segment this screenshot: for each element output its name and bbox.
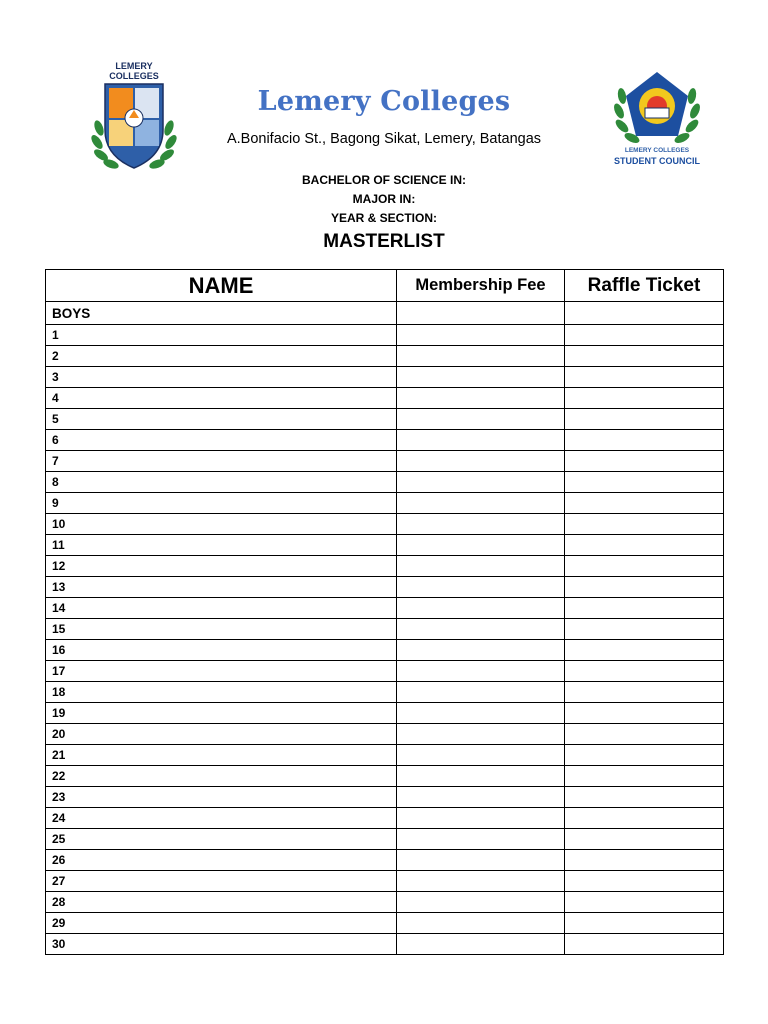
table-row	[46, 682, 724, 703]
membership-fee-cell[interactable]	[397, 556, 565, 577]
masterlist-table	[45, 269, 724, 955]
section-line: YEAR & SECTION:	[330, 211, 437, 225]
row-number-name-cell[interactable]: 10	[46, 514, 397, 535]
membership-fee-cell[interactable]	[397, 302, 565, 325]
membership-fee-cell[interactable]	[397, 598, 565, 619]
membership-fee-cell[interactable]	[397, 829, 565, 850]
raffle-ticket-cell[interactable]	[565, 766, 724, 787]
table-row	[46, 514, 724, 535]
table-row	[46, 850, 724, 871]
table-row	[46, 388, 724, 409]
membership-fee-cell[interactable]	[397, 514, 565, 535]
row-number-name-cell[interactable]: 6	[46, 430, 397, 451]
table-row	[46, 892, 724, 913]
table-row	[46, 934, 724, 955]
raffle-ticket-cell[interactable]	[565, 388, 724, 409]
membership-fee-cell[interactable]	[397, 892, 565, 913]
row-number-name-cell[interactable]: 23	[46, 787, 397, 808]
membership-fee-cell[interactable]	[397, 409, 565, 430]
table-header-row	[46, 270, 724, 302]
row-number-name-cell[interactable]: 22	[46, 766, 397, 787]
table-row	[46, 598, 724, 619]
row-number-name-cell[interactable]: 17	[46, 661, 397, 682]
raffle-ticket-cell[interactable]	[565, 913, 724, 934]
raffle-ticket-cell[interactable]	[565, 346, 724, 367]
group-label: BOYS	[46, 302, 397, 325]
row-number-name-cell[interactable]: 20	[46, 724, 397, 745]
row-number-name-cell[interactable]: 19	[46, 703, 397, 724]
table-row	[46, 535, 724, 556]
membership-fee-cell[interactable]	[397, 787, 565, 808]
membership-fee-cell[interactable]	[397, 682, 565, 703]
raffle-ticket-cell[interactable]	[565, 871, 724, 892]
membership-fee-cell[interactable]	[397, 871, 565, 892]
membership-fee-cell[interactable]	[397, 493, 565, 514]
raffle-ticket-cell[interactable]	[565, 367, 724, 388]
membership-fee-cell[interactable]	[397, 913, 565, 934]
membership-fee-cell[interactable]	[397, 724, 565, 745]
membership-fee-cell[interactable]	[397, 766, 565, 787]
membership-fee-cell[interactable]	[397, 850, 565, 871]
svg-text:LEMERY: LEMERY	[115, 61, 153, 71]
membership-fee-cell[interactable]	[397, 325, 565, 346]
raffle-ticket-cell[interactable]	[565, 598, 724, 619]
table-row	[46, 745, 724, 766]
row-number-name-cell[interactable]: 7	[46, 451, 397, 472]
raffle-ticket-cell[interactable]	[565, 577, 724, 598]
membership-fee-cell[interactable]	[397, 640, 565, 661]
raffle-ticket-cell[interactable]	[565, 619, 724, 640]
membership-fee-cell[interactable]	[397, 934, 565, 955]
raffle-ticket-cell[interactable]	[565, 787, 724, 808]
table-row	[46, 913, 724, 934]
membership-fee-cell[interactable]	[397, 535, 565, 556]
table-row	[46, 661, 724, 682]
raffle-ticket-cell[interactable]	[565, 850, 724, 871]
row-number-name-cell[interactable]: 1	[46, 325, 397, 346]
row-number-name-cell[interactable]: 3	[46, 367, 397, 388]
major-line: MAJOR IN:	[352, 192, 416, 206]
row-number-name-cell[interactable]: 27	[46, 871, 397, 892]
table-row	[46, 577, 724, 598]
column-header-membership-fee: Membership Fee	[397, 270, 565, 302]
membership-fee-cell[interactable]	[397, 661, 565, 682]
table-row	[46, 346, 724, 367]
table-row	[46, 409, 724, 430]
group-row-boys	[46, 302, 724, 325]
school-name: Lemery Colleges	[257, 86, 511, 117]
row-number-name-cell[interactable]: 4	[46, 388, 397, 409]
table-row	[46, 829, 724, 850]
membership-fee-cell[interactable]	[397, 808, 565, 829]
raffle-ticket-cell[interactable]	[565, 892, 724, 913]
raffle-ticket-cell[interactable]	[565, 661, 724, 682]
school-address: A.Bonifacio St., Bagong Sikat, Lemery, Batangas	[226, 131, 542, 147]
row-number-name-cell[interactable]: 21	[46, 745, 397, 766]
row-number-name-cell[interactable]: 25	[46, 829, 397, 850]
table-row	[46, 724, 724, 745]
row-number-name-cell[interactable]: 28	[46, 892, 397, 913]
table-row	[46, 787, 724, 808]
row-number-name-cell[interactable]: 5	[46, 409, 397, 430]
table-row	[46, 451, 724, 472]
membership-fee-cell[interactable]	[397, 346, 565, 367]
membership-fee-cell[interactable]	[397, 388, 565, 409]
row-number-name-cell[interactable]: 2	[46, 346, 397, 367]
document-title: MASTERLIST	[323, 231, 445, 252]
raffle-ticket-cell[interactable]	[565, 640, 724, 661]
table-row	[46, 556, 724, 577]
table-row	[46, 619, 724, 640]
row-number-name-cell[interactable]: 15	[46, 619, 397, 640]
raffle-ticket-cell[interactable]	[565, 472, 724, 493]
raffle-ticket-cell[interactable]	[565, 745, 724, 766]
column-header-raffle-ticket: Raffle Ticket	[565, 270, 724, 302]
raffle-ticket-cell[interactable]	[565, 808, 724, 829]
lemery-colleges-crest-logo	[89, 58, 179, 176]
table-row	[46, 493, 724, 514]
table-row	[46, 766, 724, 787]
raffle-ticket-cell[interactable]	[565, 724, 724, 745]
column-header-name: NAME	[46, 270, 397, 302]
row-number-name-cell[interactable]: 13	[46, 577, 397, 598]
raffle-ticket-cell[interactable]	[565, 682, 724, 703]
membership-fee-cell[interactable]	[397, 430, 565, 451]
raffle-ticket-cell[interactable]	[565, 535, 724, 556]
raffle-ticket-cell[interactable]	[565, 430, 724, 451]
table-row	[46, 472, 724, 493]
table-row	[46, 871, 724, 892]
raffle-ticket-cell[interactable]	[565, 556, 724, 577]
table-row	[46, 808, 724, 829]
row-number-name-cell[interactable]: 29	[46, 913, 397, 934]
raffle-ticket-cell[interactable]	[565, 514, 724, 535]
row-number-name-cell[interactable]: 30	[46, 934, 397, 955]
membership-fee-cell[interactable]	[397, 577, 565, 598]
table-row	[46, 430, 724, 451]
row-number-name-cell[interactable]: 14	[46, 598, 397, 619]
raffle-ticket-cell[interactable]	[565, 325, 724, 346]
program-line: BACHELOR OF SCIENCE IN:	[301, 173, 466, 187]
membership-fee-cell[interactable]	[397, 619, 565, 640]
raffle-ticket-cell[interactable]	[565, 409, 724, 430]
raffle-ticket-cell[interactable]	[565, 829, 724, 850]
table-row	[46, 703, 724, 724]
row-number-name-cell[interactable]: 9	[46, 493, 397, 514]
raffle-ticket-cell[interactable]	[565, 703, 724, 724]
raffle-ticket-cell[interactable]	[565, 451, 724, 472]
table-row	[46, 325, 724, 346]
svg-text:STUDENT COUNCIL: STUDENT COUNCIL	[614, 156, 700, 166]
table-row	[46, 367, 724, 388]
membership-fee-cell[interactable]	[397, 451, 565, 472]
row-number-name-cell[interactable]: 11	[46, 535, 397, 556]
table-row	[46, 640, 724, 661]
student-council-logo	[612, 66, 702, 174]
row-number-name-cell[interactable]: 26	[46, 850, 397, 871]
svg-text:COLLEGES: COLLEGES	[109, 71, 159, 81]
membership-fee-cell[interactable]	[397, 472, 565, 493]
raffle-ticket-cell[interactable]	[565, 302, 724, 325]
membership-fee-cell[interactable]	[397, 367, 565, 388]
membership-fee-cell[interactable]	[397, 745, 565, 766]
raffle-ticket-cell[interactable]	[565, 493, 724, 514]
row-number-name-cell[interactable]: 18	[46, 682, 397, 703]
raffle-ticket-cell[interactable]	[565, 934, 724, 955]
row-number-name-cell[interactable]: 24	[46, 808, 397, 829]
row-number-name-cell[interactable]: 16	[46, 640, 397, 661]
row-number-name-cell[interactable]: 12	[46, 556, 397, 577]
membership-fee-cell[interactable]	[397, 703, 565, 724]
row-number-name-cell[interactable]: 8	[46, 472, 397, 493]
svg-text:LEMERY COLLEGES: LEMERY COLLEGES	[624, 147, 690, 154]
